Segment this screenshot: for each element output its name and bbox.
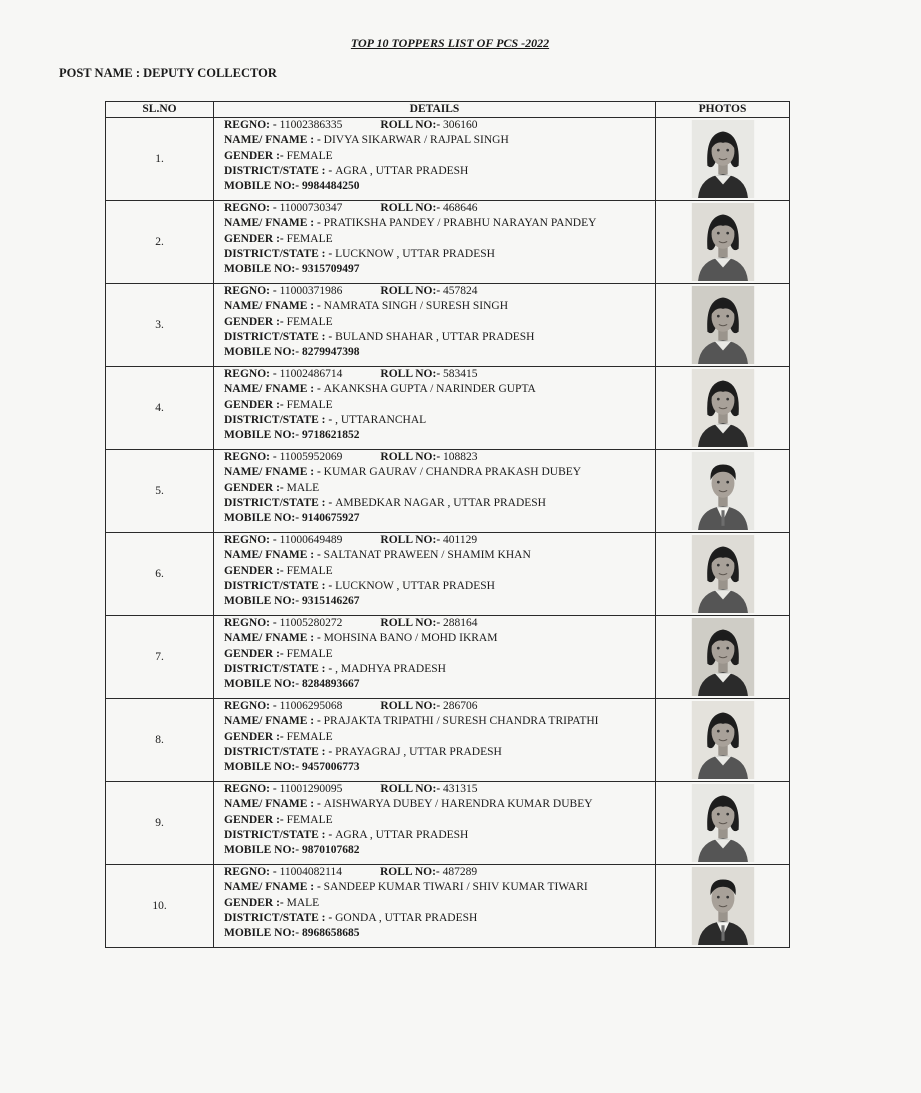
name-label: NAME/ FNAME : - [224, 715, 324, 728]
details-cell [214, 699, 656, 782]
gender-value: MALE [286, 481, 320, 494]
regno-label: REGNO: - [224, 783, 280, 796]
name-line [224, 216, 655, 231]
district-line [224, 247, 655, 262]
regno-value: 11000649489 [279, 534, 343, 547]
photo-cell [656, 699, 790, 782]
mobile-label: MOBILE NO:- [224, 927, 302, 940]
gender-value: FEMALE [286, 315, 333, 328]
roll-label: ROLL NO:- [380, 783, 444, 796]
name-value: DIVYA SIKARWAR / RAJPAL SINGH [323, 134, 509, 147]
roll-value: 288164 [443, 617, 478, 630]
roll-label: ROLL NO:- [380, 700, 444, 713]
female-portrait [690, 784, 756, 862]
mobile-label: MOBILE NO:- [224, 761, 302, 774]
photo-cell [656, 367, 790, 450]
mobile-label: MOBILE NO:- [224, 595, 302, 608]
details-cell [214, 284, 656, 367]
roll-block [380, 450, 477, 465]
name-value: KUMAR GAURAV / CHANDRA PRAKASH DUBEY [323, 466, 582, 479]
female-portrait [690, 535, 756, 613]
gender-value: FEMALE [286, 647, 333, 660]
mobile-label: MOBILE NO:- [224, 180, 302, 193]
name-line [224, 714, 655, 729]
mobile-line [224, 760, 655, 775]
roll-block [380, 616, 477, 631]
name-value: PRAJAKTA TRIPATHI / SURESH CHANDRA TRIPATHI [323, 715, 599, 728]
mobile-label: MOBILE NO:- [224, 346, 302, 359]
district-value: GONDA , UTTAR PRADESH [335, 911, 478, 924]
gender-value: FEMALE [286, 730, 333, 743]
name-line [224, 299, 655, 314]
regno-line [224, 865, 655, 880]
regno-label: REGNO: - [224, 119, 280, 132]
regno-value: 11000371986 [279, 285, 343, 298]
table-row [106, 118, 790, 201]
roll-label: ROLL NO:- [380, 866, 443, 879]
details-cell [214, 367, 656, 450]
table-row [106, 284, 790, 367]
mobile-line [224, 179, 655, 194]
photo-cell [656, 616, 790, 699]
serial-number: 5. [106, 450, 214, 533]
roll-label: ROLL NO:- [380, 202, 444, 215]
regno-label: REGNO: - [224, 368, 280, 381]
district-label: DISTRICT/STATE : - [224, 496, 336, 509]
details-cell [214, 450, 656, 533]
regno-value: 11002486714 [279, 368, 343, 381]
gender-line [224, 813, 655, 828]
mobile-value: 9870107682 [301, 844, 360, 857]
mobile-value: 8279947398 [301, 346, 360, 359]
roll-value: 108823 [443, 451, 478, 464]
district-line [224, 330, 655, 345]
photo-cell [656, 118, 790, 201]
mobile-label: MOBILE NO:- [224, 429, 302, 442]
female-portrait [690, 701, 756, 779]
regno-line [224, 533, 655, 548]
serial-number: 4. [106, 367, 214, 450]
details-cell [214, 118, 656, 201]
table-row [106, 699, 790, 782]
district-value: , MADHYA PRADESH [335, 662, 446, 675]
gender-value: FEMALE [286, 813, 333, 826]
roll-value: 457824 [443, 285, 478, 298]
photo-cell [656, 865, 790, 948]
name-label: NAME/ FNAME : - [224, 134, 324, 147]
name-label: NAME/ FNAME : - [224, 632, 324, 645]
regno-line [224, 284, 655, 299]
name-line [224, 631, 655, 646]
name-label: NAME/ FNAME : - [224, 798, 324, 811]
toppers-table [105, 101, 790, 948]
district-value: AGRA , UTTAR PRADESH [335, 828, 469, 841]
mobile-value: 9718621852 [301, 429, 360, 442]
district-value: AMBEDKAR NAGAR , UTTAR PRADESH [335, 496, 546, 509]
name-value: AISHWARYA DUBEY / HARENDRA KUMAR DUBEY [323, 798, 593, 811]
name-line [224, 465, 655, 480]
serial-number: 8. [106, 699, 214, 782]
district-value: BULAND SHAHAR , UTTAR PRADESH [335, 330, 535, 343]
name-line [224, 880, 655, 895]
roll-block [380, 782, 477, 797]
table-row [106, 367, 790, 450]
mobile-label: MOBILE NO:- [224, 844, 302, 857]
details-cell [214, 782, 656, 865]
name-line [224, 797, 655, 812]
gender-line [224, 398, 655, 413]
name-value: PRATIKSHA PANDEY / PRABHU NARAYAN PANDEY [323, 217, 597, 230]
mobile-value: 9315709497 [301, 263, 360, 276]
table-row [106, 201, 790, 284]
regno-value: 11001290095 [279, 783, 343, 796]
gender-line [224, 232, 655, 247]
district-label: DISTRICT/STATE : - [224, 330, 336, 343]
name-value: SALTANAT PRAWEEN / SHAMIM KHAN [323, 549, 531, 562]
details-cell [214, 616, 656, 699]
photo-cell [656, 533, 790, 616]
roll-label: ROLL NO:- [380, 119, 444, 132]
roll-block [380, 118, 477, 133]
regno-line [224, 782, 655, 797]
header-details: DETAILS [214, 102, 656, 118]
roll-value: 468646 [443, 202, 478, 215]
mobile-value: 8284893667 [301, 678, 360, 691]
photo-cell [656, 782, 790, 865]
mobile-line [224, 594, 655, 609]
details-cell [214, 865, 656, 948]
serial-number: 3. [106, 284, 214, 367]
name-line [224, 133, 655, 148]
gender-label: GENDER :- [224, 149, 287, 162]
roll-label: ROLL NO:- [380, 617, 444, 630]
mobile-line [224, 345, 655, 360]
roll-value: 286706 [443, 700, 478, 713]
table-row [106, 616, 790, 699]
gender-line [224, 730, 655, 745]
district-label: DISTRICT/STATE : - [224, 828, 336, 841]
serial-number: 1. [106, 118, 214, 201]
district-value: , UTTARANCHAL [335, 413, 427, 426]
photo-cell [656, 450, 790, 533]
header-photos: PHOTOS [656, 102, 790, 118]
name-value: SANDEEP KUMAR TIWARI / SHIV KUMAR TIWARI [323, 881, 588, 894]
district-line [224, 579, 655, 594]
district-value: LUCKNOW , UTTAR PRADESH [335, 579, 495, 592]
regno-value: 11004082114 [279, 866, 342, 879]
gender-value: FEMALE [286, 232, 333, 245]
regno-line [224, 450, 655, 465]
roll-block [380, 284, 477, 299]
regno-line [224, 367, 655, 382]
mobile-line [224, 843, 655, 858]
gender-label: GENDER :- [224, 730, 287, 743]
gender-line [224, 149, 655, 164]
district-label: DISTRICT/STATE : - [224, 662, 336, 675]
details-cell [214, 533, 656, 616]
mobile-line [224, 262, 655, 277]
gender-label: GENDER :- [224, 813, 287, 826]
gender-value: FEMALE [286, 564, 333, 577]
roll-label: ROLL NO:- [380, 285, 444, 298]
name-label: NAME/ FNAME : - [224, 466, 324, 479]
name-label: NAME/ FNAME : - [224, 300, 324, 313]
district-label: DISTRICT/STATE : - [224, 745, 336, 758]
district-line [224, 828, 655, 843]
photo-cell [656, 201, 790, 284]
mobile-line [224, 511, 655, 526]
roll-block [380, 533, 477, 548]
name-value: NAMRATA SINGH / SURESH SINGH [323, 300, 509, 313]
district-label: DISTRICT/STATE : - [224, 579, 336, 592]
gender-label: GENDER :- [224, 564, 287, 577]
district-value: AGRA , UTTAR PRADESH [335, 164, 469, 177]
female-portrait [690, 120, 756, 198]
roll-block [380, 699, 477, 714]
roll-block [380, 201, 477, 216]
regno-value: 11006295068 [279, 700, 343, 713]
roll-value: 583415 [443, 368, 478, 381]
roll-value: 401129 [443, 534, 478, 547]
gender-value: FEMALE [286, 149, 333, 162]
serial-number: 6. [106, 533, 214, 616]
name-label: NAME/ FNAME : - [224, 881, 324, 894]
photo-cell [656, 284, 790, 367]
name-value: MOHSINA BANO / MOHD IKRAM [323, 632, 498, 645]
roll-value: 431315 [443, 783, 478, 796]
table-row [106, 533, 790, 616]
regno-value: 11000730347 [279, 202, 343, 215]
details-cell [214, 201, 656, 284]
regno-label: REGNO: - [224, 534, 280, 547]
mobile-label: MOBILE NO:- [224, 512, 302, 525]
district-value: PRAYAGRAJ , UTTAR PRADESH [335, 745, 502, 758]
serial-number: 7. [106, 616, 214, 699]
district-line [224, 911, 655, 926]
mobile-line [224, 926, 655, 941]
district-label: DISTRICT/STATE : - [224, 247, 336, 260]
roll-block [380, 865, 477, 880]
name-line [224, 548, 655, 563]
gender-value: FEMALE [286, 398, 333, 411]
gender-label: GENDER :- [224, 232, 287, 245]
roll-value: 306160 [443, 119, 478, 132]
gender-value: MALE [286, 896, 320, 909]
male-portrait [690, 867, 756, 945]
district-line [224, 745, 655, 760]
regno-label: REGNO: - [224, 866, 280, 879]
roll-block [380, 367, 477, 382]
table-header-row [106, 102, 790, 118]
header-slno: SL.NO [106, 102, 214, 118]
regno-value: 11005280272 [279, 617, 343, 630]
mobile-line [224, 677, 655, 692]
regno-label: REGNO: - [224, 700, 280, 713]
serial-number: 2. [106, 201, 214, 284]
gender-label: GENDER :- [224, 398, 287, 411]
name-label: NAME/ FNAME : - [224, 217, 324, 230]
table-row [106, 450, 790, 533]
roll-label: ROLL NO:- [380, 368, 444, 381]
male-portrait [690, 452, 756, 530]
gender-line [224, 315, 655, 330]
district-line [224, 413, 655, 428]
mobile-value: 9315146267 [301, 595, 360, 608]
mobile-line [224, 428, 655, 443]
serial-number: 9. [106, 782, 214, 865]
roll-label: ROLL NO:- [380, 534, 444, 547]
regno-line [224, 201, 655, 216]
gender-label: GENDER :- [224, 647, 287, 660]
table-row [106, 782, 790, 865]
regno-label: REGNO: - [224, 202, 280, 215]
table-row [106, 865, 790, 948]
gender-label: GENDER :- [224, 481, 287, 494]
district-line [224, 662, 655, 677]
name-line [224, 382, 655, 397]
page-title: TOP 10 TOPPERS LIST OF PCS -2022 [350, 36, 550, 50]
district-label: DISTRICT/STATE : - [224, 911, 336, 924]
district-label: DISTRICT/STATE : - [224, 164, 336, 177]
regno-line [224, 118, 655, 133]
regno-label: REGNO: - [224, 451, 280, 464]
roll-value: 487289 [442, 866, 478, 879]
mobile-value: 9140675927 [301, 512, 360, 525]
name-label: NAME/ FNAME : - [224, 549, 324, 562]
district-value: LUCKNOW , UTTAR PRADESH [335, 247, 495, 260]
serial-number: 10. [106, 865, 214, 948]
post-name: POST NAME : DEPUTY COLLECTOR [59, 66, 277, 80]
district-line [224, 164, 655, 179]
female-portrait [690, 369, 756, 447]
district-line [224, 496, 655, 511]
regno-value: 11005952069 [279, 451, 343, 464]
gender-label: GENDER :- [224, 315, 287, 328]
gender-line [224, 647, 655, 662]
gender-line [224, 564, 655, 579]
female-portrait [690, 286, 756, 364]
roll-label: ROLL NO:- [380, 451, 444, 464]
female-portrait [690, 618, 756, 696]
gender-label: GENDER :- [224, 896, 287, 909]
female-portrait [690, 203, 756, 281]
regno-label: REGNO: - [224, 617, 280, 630]
gender-line [224, 896, 655, 911]
mobile-value: 8968658685 [301, 927, 360, 940]
mobile-label: MOBILE NO:- [224, 263, 302, 276]
name-value: AKANKSHA GUPTA / NARINDER GUPTA [323, 383, 536, 396]
mobile-label: MOBILE NO:- [224, 678, 302, 691]
mobile-value: 9984484250 [301, 180, 360, 193]
regno-line [224, 616, 655, 631]
mobile-value: 9457006773 [301, 761, 360, 774]
regno-value: 11002386335 [279, 119, 343, 132]
gender-line [224, 481, 655, 496]
regno-label: REGNO: - [224, 285, 280, 298]
district-label: DISTRICT/STATE : - [224, 413, 336, 426]
name-label: NAME/ FNAME : - [224, 383, 324, 396]
regno-line [224, 699, 655, 714]
